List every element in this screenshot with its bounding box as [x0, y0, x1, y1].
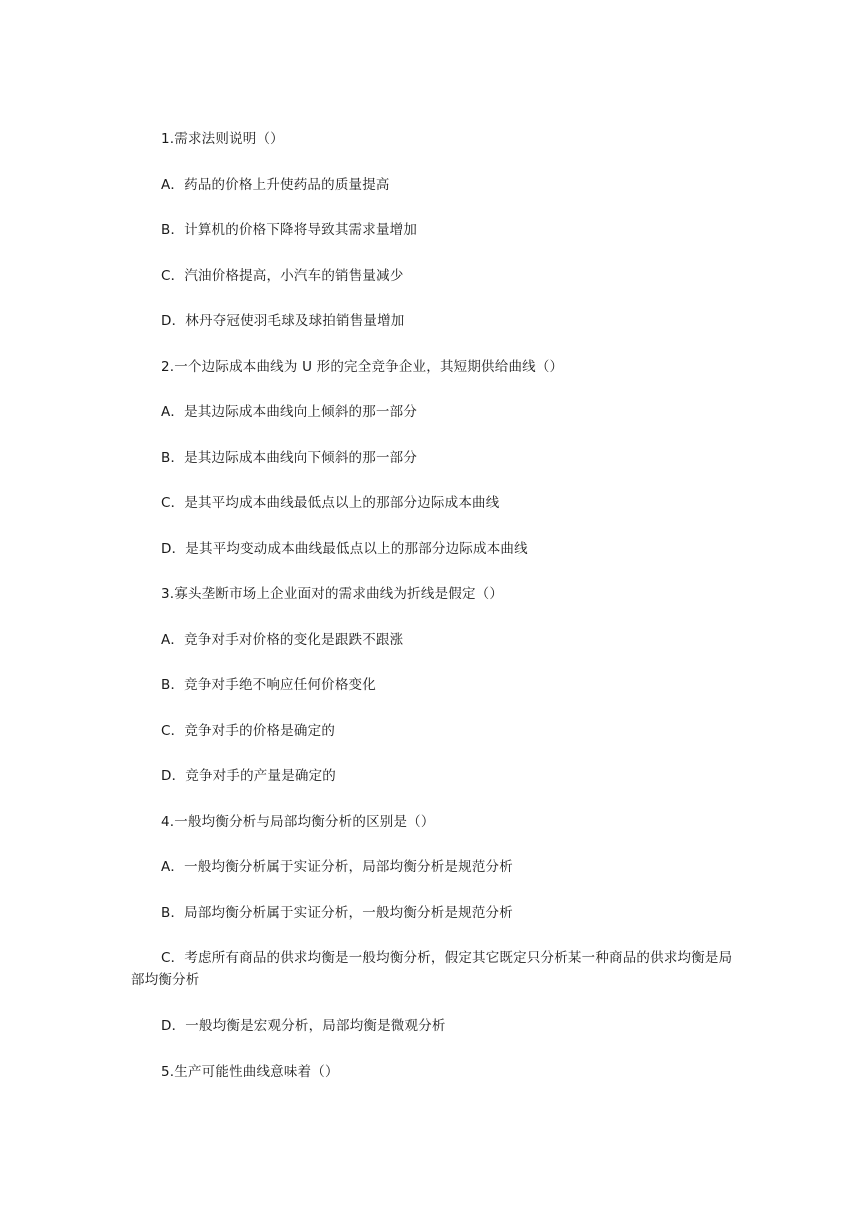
question-4-option-c: C．考虑所有商品的供求均衡是一般均衡分析，假定其它既定只分析某一种商品的供求均衡是局部均衡分析	[131, 950, 733, 988]
question-3-option-a: A．竞争对手对价格的变化是跟跌不跟涨	[161, 632, 404, 648]
question-3-stem: 3.寡头垄断市场上企业面对的需求曲线为折线是假定（）	[161, 586, 504, 602]
question-1-option-c: C．汽油价格提高，小汽车的销售量减少	[161, 268, 404, 284]
question-1-option-a: A．药品的价格上升使药品的质量提高	[161, 177, 390, 193]
question-3-option-c: C．竞争对手的价格是确定的	[161, 723, 336, 739]
question-2-stem: 2.一个边际成本曲线为 U 形的完全竞争企业，其短期供给曲线（）	[161, 359, 564, 375]
question-3-option-d: D．竞争对手的产量是确定的	[161, 768, 336, 784]
question-1-option-b: B．计算机的价格下降将导致其需求量增加	[161, 222, 418, 238]
question-3-option-b: B．竞争对手绝不响应任何价格变化	[161, 677, 376, 693]
question-4-option-d: D．一般均衡是宏观分析，局部均衡是微观分析	[161, 1018, 446, 1034]
question-1-stem: 1.需求法则说明（）	[161, 131, 284, 147]
question-4-option-a: A．一般均衡分析属于实证分析，局部均衡分析是规范分析	[161, 859, 513, 875]
question-2-option-c: C．是其平均成本曲线最低点以上的那部分边际成本曲线	[161, 495, 500, 511]
question-4-stem: 4.一般均衡分析与局部均衡分析的区别是（）	[161, 814, 435, 830]
question-5-stem: 5.生产可能性曲线意味着（）	[161, 1064, 339, 1080]
question-2-option-a: A．是其边际成本曲线向上倾斜的那一部分	[161, 404, 418, 420]
question-4-option-b: B．局部均衡分析属于实证分析，一般均衡分析是规范分析	[161, 905, 513, 921]
question-2-option-d: D．是其平均变动成本曲线最低点以上的那部分边际成本曲线	[161, 541, 528, 557]
question-1-option-d: D．林丹夺冠使羽毛球及球拍销售量增加	[161, 313, 405, 329]
question-2-option-b: B．是其边际成本曲线向下倾斜的那一部分	[161, 450, 418, 466]
